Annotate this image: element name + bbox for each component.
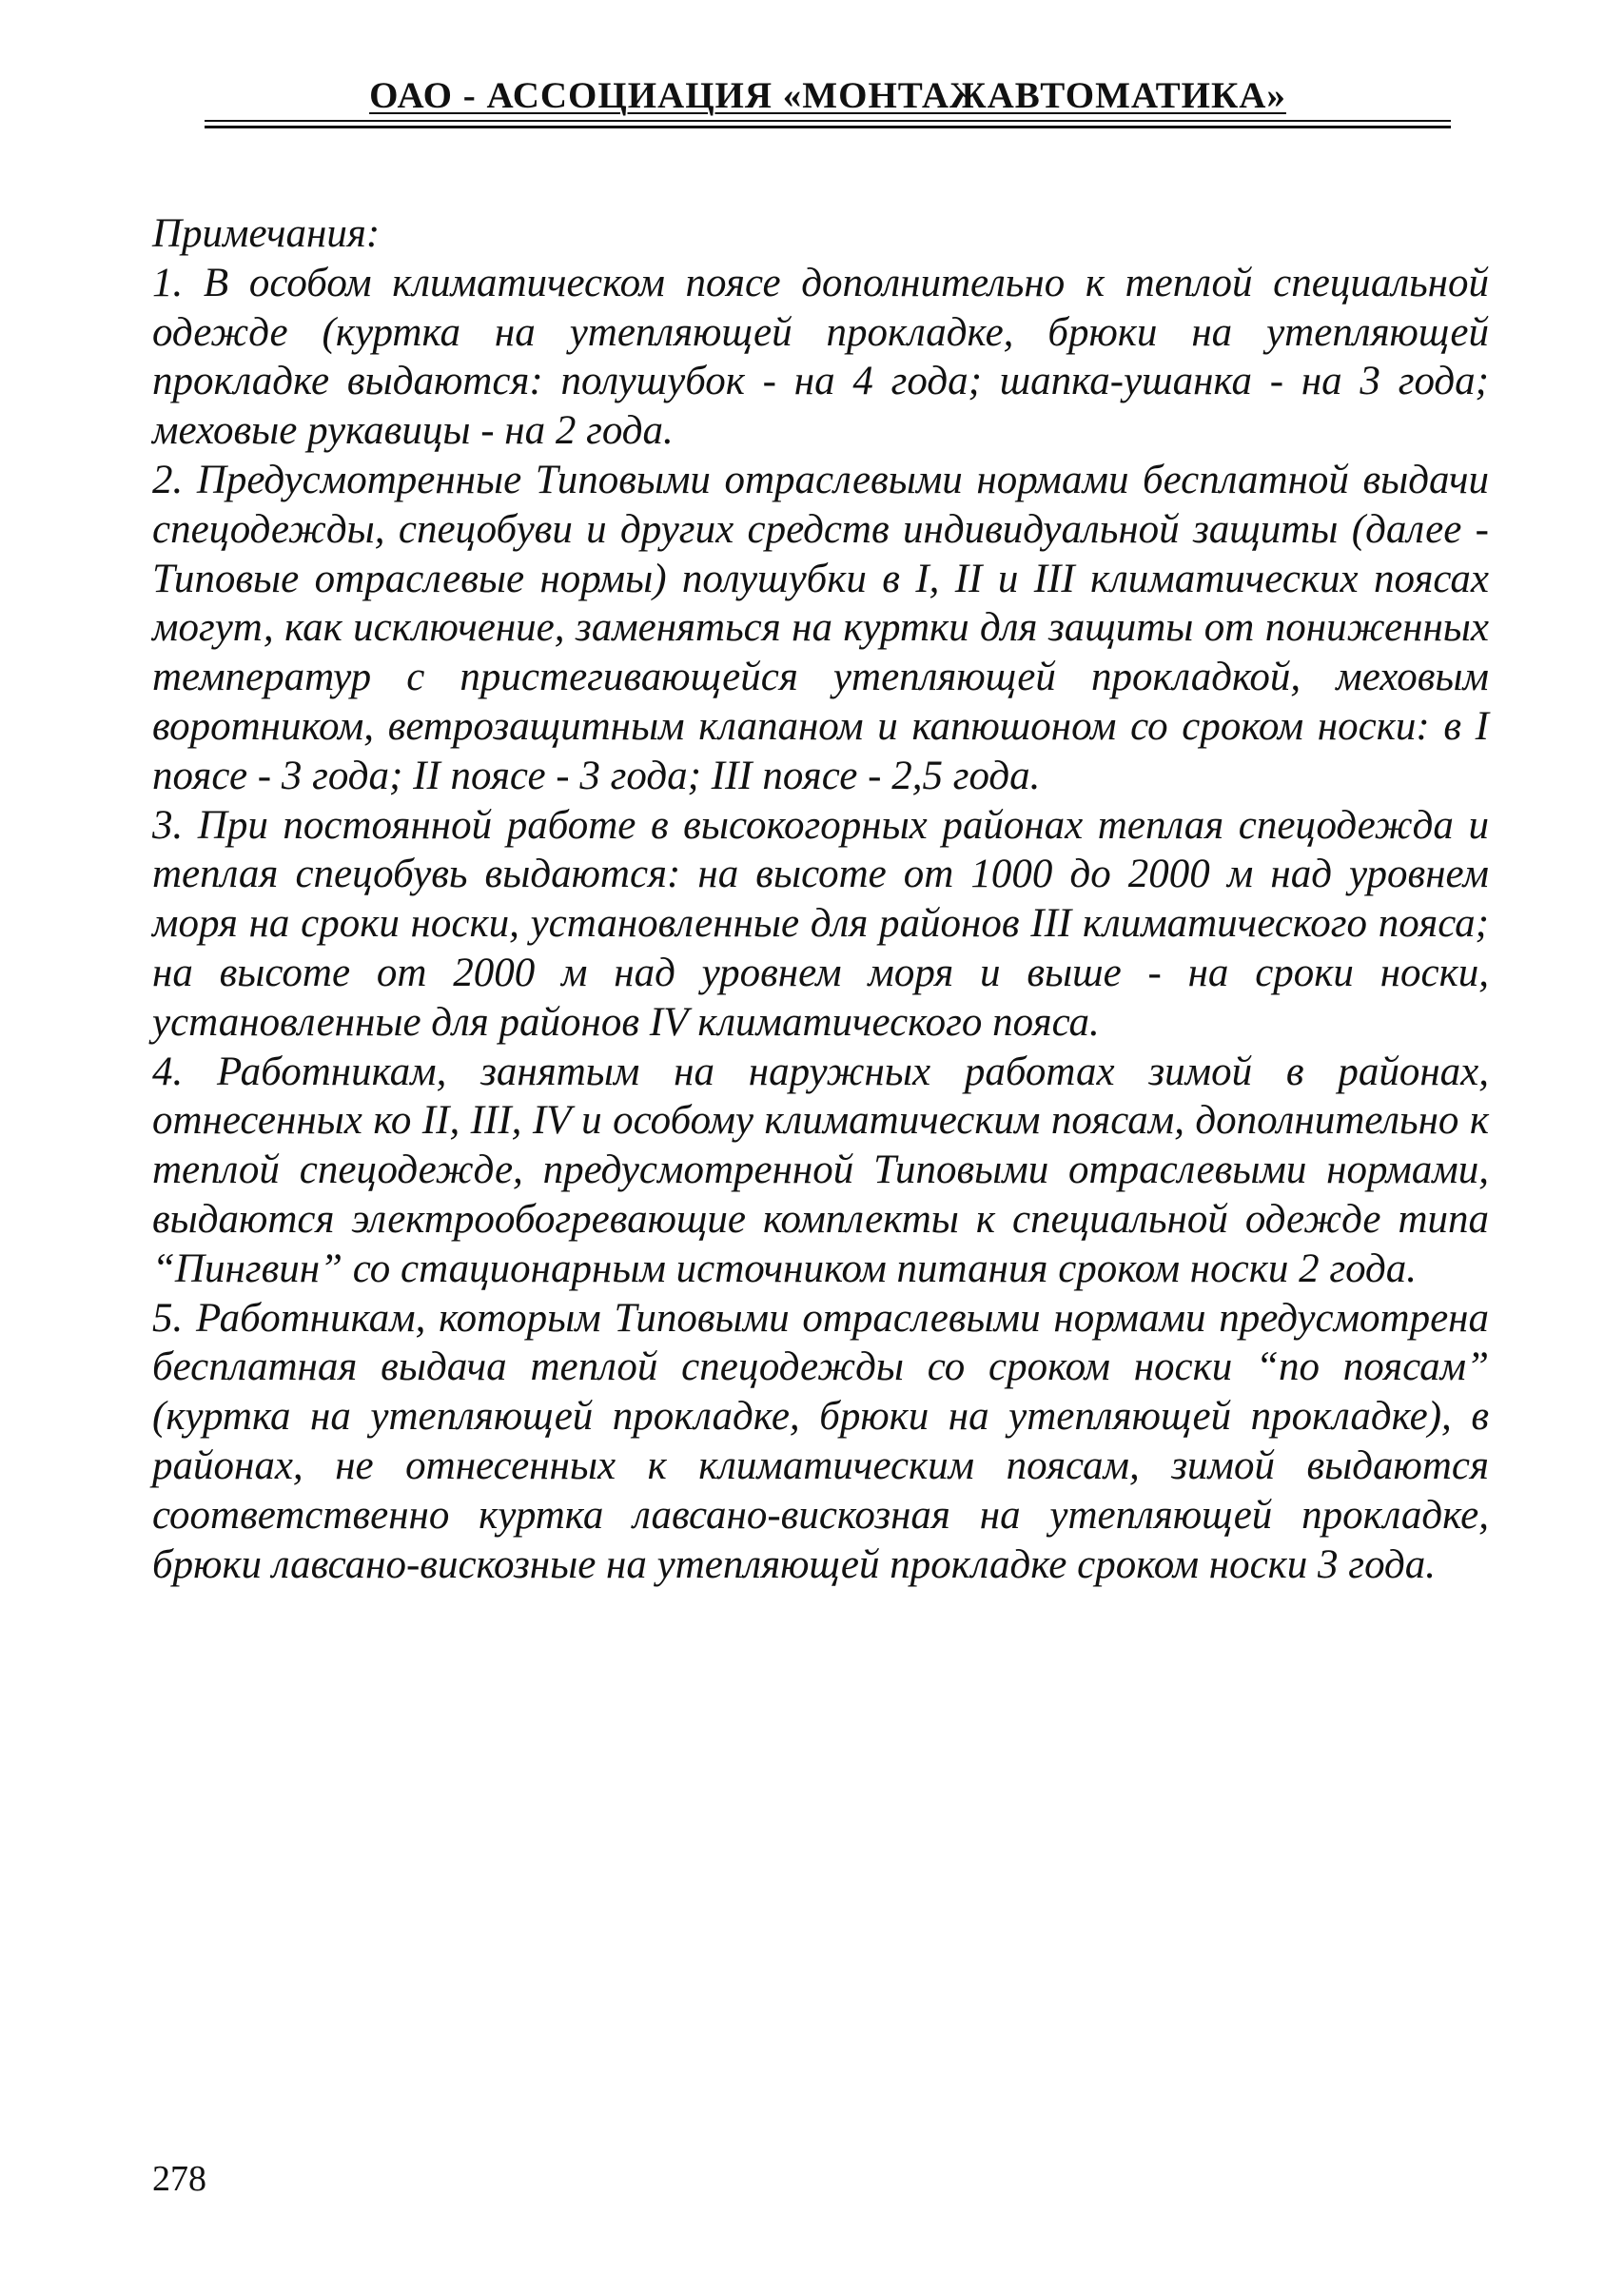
notes-title: Примечания: xyxy=(152,211,381,256)
note-item-4: 4. Работникам, занятым на наружных работах зимой в районах, отнесенных ко II, III, IV и особому климатическим поясам, дополнительно к теплой спецодежде, предусмотренной Типовыми отраслевыми нормами, выдаются электрообогревающие комплекты к специальной одежде типа “Пингвин” со стационарным источником питания сроком носки 2 года. xyxy=(152,1049,1489,1291)
header-rule-top xyxy=(205,120,1451,122)
running-header xyxy=(205,74,1451,118)
note-item-3: 3. При постоянной работе в высокогорных районах теплая спецодежда и теплая спецобувь выдаются: на высоте от 1000 до 2000 м над уровнем моря на сроки носки, установленные для районов III климатического пояса; на высоте от 2000 м над уровнем моря и выше - на сроки носки, установленные для районов IV климатического пояса. xyxy=(152,802,1489,1045)
header-rule-bottom xyxy=(205,126,1451,128)
note-item-2: 2. Предусмотренные Типовыми отраслевыми нормами бесплатной выдачи спецодежды, спецобуви и других средств индивидуальной защиты (далее - Типовые отраслевые нормы) полушубки в I, II и III климатических поясах могут, как исключение, заменяться на куртки для защиты от пониженных температур с пристегивающейся утепляющей прокладкой, меховым воротником, ветрозащитным клапаном и капюшоном со сроком носки: в I поясе - 3 года; II поясе - 3 года; III поясе - 2,5 года. xyxy=(152,457,1489,798)
header-title: ОАО - АССОЦИАЦИЯ «МОНТАЖАВТОМАТИКА» xyxy=(369,75,1286,116)
page-number: 278 xyxy=(152,2159,206,2199)
note-item-5: 5. Работникам, которым Типовыми отраслевыми нормами предусмотрена бесплатная выдача теплой спецодежды со сроком носки “по поясам” (куртка на утепляющей прокладке, брюки на утепляющей прокладке), в районах, не отнесенных к климатическим поясам, зимой выдаются соответственно куртка лавсано-вискозная на утепляющей прокладке, брюки лавсано-вискозные на утепляющей прокладке сроком носки 3 года. xyxy=(152,1295,1489,1587)
note-item-1: 1. В особом климатическом поясе дополнительно к теплой специальной одежде (куртка на утепляющей прокладке, брюки на утепляющей прокладке выдаются: полушубок - на 4 года; шапка-ушанка - на 3 года; меховые рукавицы - на 2 года. xyxy=(152,260,1489,454)
notes-section xyxy=(152,209,1489,1589)
